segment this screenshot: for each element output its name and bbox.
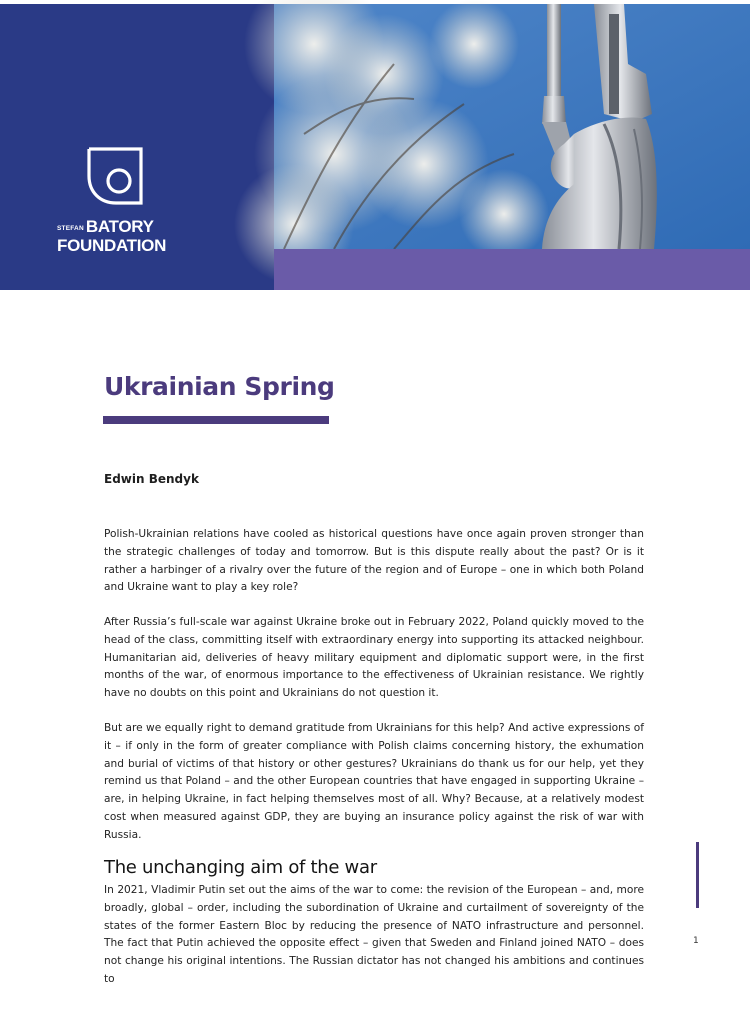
section-heading: The unchanging aim of the war — [104, 857, 377, 878]
paragraph-3: But are we equally right to demand gratitude from Ukrainians for this help? And active expressions of it – if only in the form of greater compliance with Polish claims concerning history, the exhumation and burial of victims of that history or other gestures? Ukrainians do thank us for our help, yet they remind us that Poland – and the other European countries that have engaged in supporting Ukraine – are, in helping Ukraine, in fact helping themselves most of all. Why? Because, at a relatively modest cost when measured against GDP, they are buying an insurance policy against the risk of war with Russia. — [104, 722, 644, 841]
batory-logo-icon — [86, 146, 144, 206]
logo-wordmark — [57, 218, 166, 254]
paragraph-1: Polish-Ukrainian relations have cooled as historical questions have once again proven stronger than the strategic challenges of today and tomorrow. But is this dispute really about the past? Or is it rather a harbinger of a rivalry over the future of the region and of Europe – one in which both Poland and Ukraine want to play a key role? — [104, 528, 644, 594]
header-purple-band — [274, 249, 750, 290]
paragraph-2: After Russia’s full-scale war against Ukraine broke out in February 2022, Poland quickly moved to the head of the class, committing itself with extraordinary energy into supporting its attacked neighbour. Humanitarian aid, deliveries of heavy military equipment and diplomatic support were, in the first months of the war, of enormous importance to the effectiveness of Ukrainian resistance. We rightly have no doubts on this point and Ukrainians do not question it. — [104, 616, 644, 700]
cover-photo — [274, 4, 750, 249]
logo-small-text: STEFAN — [57, 225, 84, 232]
logo-line1: BATORY — [85, 217, 154, 236]
logo-line2: FOUNDATION — [57, 236, 167, 255]
motherland-monument-photo — [274, 4, 750, 249]
title-underline — [103, 416, 329, 424]
brand-panel — [0, 4, 274, 290]
page-number: 1 — [693, 936, 699, 946]
article-title: Ukrainian Spring — [104, 372, 335, 401]
paragraph-4: In 2021, Vladimir Putin set out the aims of the war to come: the revision of the European – and, more broadly, global – order, including the subordination of Ukraine and curtailment of sovereignty of the states of the former Eastern Bloc by reducing the presence of NATO infrastructure and personnel. The fact that Putin achieved the opposite effect – given that Sweden and Finland joined NATO – does not change his original intentions. The Russian dictator has not changed his ambitions and continues to — [104, 884, 644, 985]
article-author: Edwin Bendyk — [104, 472, 199, 486]
cover-header — [0, 4, 750, 290]
margin-accent-bar — [696, 842, 699, 908]
